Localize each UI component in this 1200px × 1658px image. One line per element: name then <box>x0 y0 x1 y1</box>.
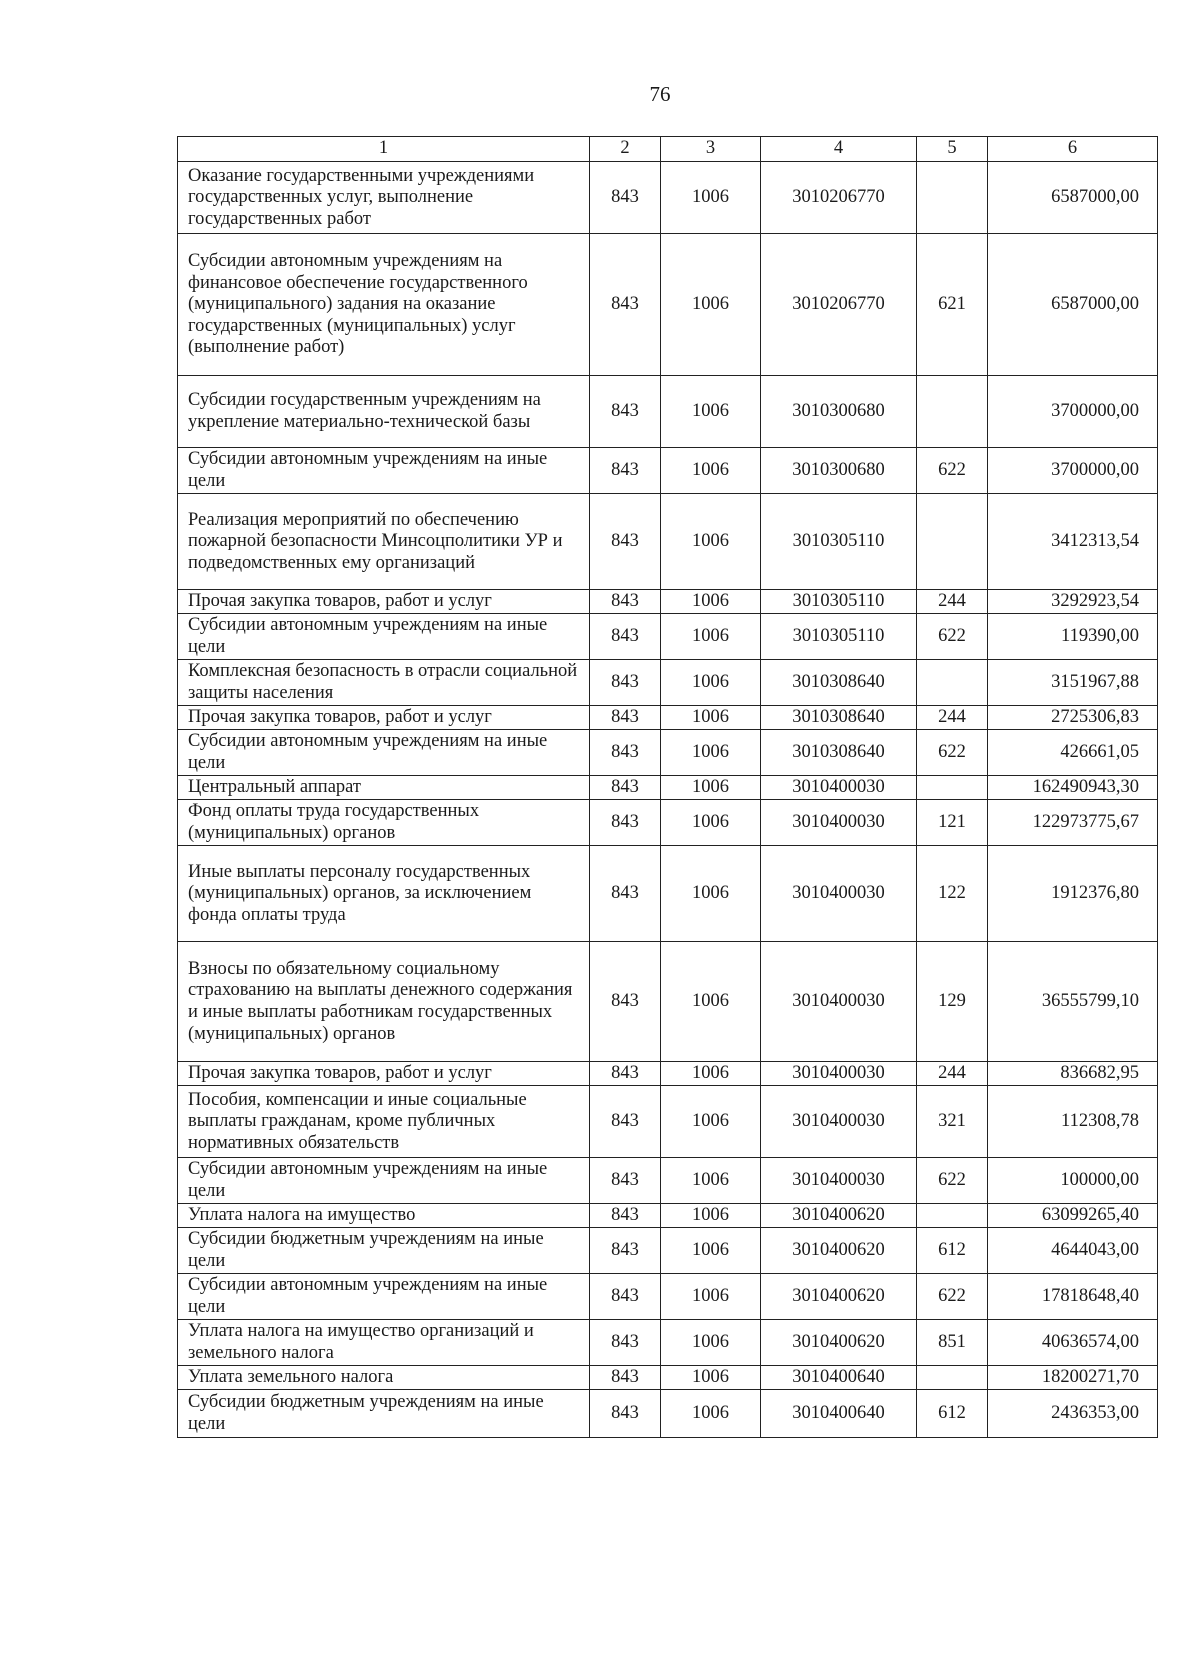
expense-name-cell: Субсидии автономным учреждениям на иные цели <box>178 1274 590 1320</box>
expense-type-cell: 621 <box>917 234 988 376</box>
page-number: 76 <box>649 82 671 106</box>
ministry-code-cell: 843 <box>590 1320 661 1366</box>
ministry-code-cell: 843 <box>590 942 661 1062</box>
amount-cell: 162490943,30 <box>988 776 1158 800</box>
section-code-cell: 1006 <box>661 448 761 494</box>
table-row <box>178 376 1158 448</box>
section-code-cell: 1006 <box>661 494 761 590</box>
table-row <box>178 1086 1158 1158</box>
target-article-cell: 3010206770 <box>761 234 917 376</box>
section-code-cell: 1006 <box>661 1062 761 1086</box>
table-row <box>178 1158 1158 1204</box>
section-code-cell: 1006 <box>661 234 761 376</box>
target-article-cell: 3010400030 <box>761 1062 917 1086</box>
expense-type-cell: 122 <box>917 846 988 942</box>
amount-cell: 18200271,70 <box>988 1366 1158 1390</box>
amount-cell: 426661,05 <box>988 730 1158 776</box>
section-code-cell: 1006 <box>661 1228 761 1274</box>
table-row <box>178 1320 1158 1366</box>
expense-name-cell: Прочая закупка товаров, работ и услуг <box>178 706 590 730</box>
ministry-code-cell: 843 <box>590 776 661 800</box>
expense-name-cell: Взносы по обязательному социальному страхованию на выплаты денежного содержания и иные выплаты работникам государственных (муниципальных) органов <box>178 942 590 1062</box>
expense-name-cell: Субсидии автономным учреждениям на иные цели <box>178 1158 590 1204</box>
target-article-cell: 3010400620 <box>761 1320 917 1366</box>
amount-cell: 36555799,10 <box>988 942 1158 1062</box>
expense-type-cell: 321 <box>917 1086 988 1158</box>
amount-cell: 2725306,83 <box>988 706 1158 730</box>
table-row <box>178 1228 1158 1274</box>
expense-name-cell: Субсидии бюджетным учреждениям на иные цели <box>178 1390 590 1438</box>
table-row <box>178 1390 1158 1438</box>
section-code-cell: 1006 <box>661 1320 761 1366</box>
table-row <box>178 494 1158 590</box>
expense-type-cell <box>917 776 988 800</box>
section-code-cell: 1006 <box>661 1158 761 1204</box>
target-article-cell: 3010206770 <box>761 162 917 234</box>
amount-cell: 100000,00 <box>988 1158 1158 1204</box>
ministry-code-cell: 843 <box>590 494 661 590</box>
expense-type-cell: 612 <box>917 1390 988 1438</box>
expense-name-cell: Субсидии автономным учреждениям на финансовое обеспечение государственного (муниципального) задания на оказание государственных (муниципальных) услуг (выполнение работ) <box>178 234 590 376</box>
section-code-cell: 1006 <box>661 614 761 660</box>
expense-type-cell: 622 <box>917 614 988 660</box>
ministry-code-cell: 843 <box>590 1390 661 1438</box>
table-row <box>178 1274 1158 1320</box>
expense-type-cell: 244 <box>917 590 988 614</box>
section-code-cell: 1006 <box>661 162 761 234</box>
target-article-cell: 3010300680 <box>761 376 917 448</box>
expense-type-cell <box>917 660 988 706</box>
expense-name-cell: Прочая закупка товаров, работ и услуг <box>178 1062 590 1086</box>
expense-name-cell: Комплексная безопасность в отрасли социальной защиты населения <box>178 660 590 706</box>
expense-name-cell: Оказание государственными учреждениями государственных услуг, выполнение государственных работ <box>178 162 590 234</box>
table-row <box>178 590 1158 614</box>
table-row <box>178 942 1158 1062</box>
section-code-cell: 1006 <box>661 942 761 1062</box>
ministry-code-cell: 843 <box>590 1274 661 1320</box>
expense-type-cell: 612 <box>917 1228 988 1274</box>
ministry-code-cell: 843 <box>590 800 661 846</box>
expense-type-cell: 622 <box>917 1158 988 1204</box>
budget-table <box>177 136 1158 1438</box>
section-code-cell: 1006 <box>661 660 761 706</box>
expense-type-cell: 622 <box>917 1274 988 1320</box>
amount-cell: 3412313,54 <box>988 494 1158 590</box>
ministry-code-cell: 843 <box>590 1158 661 1204</box>
target-article-cell: 3010400030 <box>761 942 917 1062</box>
table-row <box>178 162 1158 234</box>
ministry-code-cell: 843 <box>590 1062 661 1086</box>
table-row <box>178 776 1158 800</box>
expense-name-cell: Субсидии автономным учреждениям на иные цели <box>178 614 590 660</box>
amount-cell: 122973775,67 <box>988 800 1158 846</box>
amount-cell: 40636574,00 <box>988 1320 1158 1366</box>
table-row <box>178 706 1158 730</box>
expense-name-cell: Субсидии государственным учреждениям на укрепление материально-технической базы <box>178 376 590 448</box>
target-article-cell: 3010300680 <box>761 448 917 494</box>
expense-type-cell: 622 <box>917 730 988 776</box>
expense-type-cell <box>917 1204 988 1228</box>
target-article-cell: 3010400030 <box>761 800 917 846</box>
target-article-cell: 3010305110 <box>761 614 917 660</box>
target-article-cell: 3010305110 <box>761 494 917 590</box>
ministry-code-cell: 843 <box>590 590 661 614</box>
expense-type-cell <box>917 376 988 448</box>
section-code-cell: 1006 <box>661 1086 761 1158</box>
expense-name-cell: Иные выплаты персоналу государственных (муниципальных) органов, за исключением фонда оплаты труда <box>178 846 590 942</box>
section-code-cell: 1006 <box>661 800 761 846</box>
ministry-code-cell: 843 <box>590 660 661 706</box>
amount-cell: 119390,00 <box>988 614 1158 660</box>
amount-cell: 4644043,00 <box>988 1228 1158 1274</box>
amount-cell: 112308,78 <box>988 1086 1158 1158</box>
expense-type-cell: 851 <box>917 1320 988 1366</box>
expense-name-cell: Пособия, компенсации и иные социальные выплаты гражданам, кроме публичных нормативных обязательств <box>178 1086 590 1158</box>
target-article-cell: 3010400030 <box>761 1158 917 1204</box>
section-code-cell: 1006 <box>661 706 761 730</box>
section-code-cell: 1006 <box>661 590 761 614</box>
expense-name-cell: Фонд оплаты труда государственных (муниципальных) органов <box>178 800 590 846</box>
table-row <box>178 1366 1158 1390</box>
target-article-cell: 3010308640 <box>761 730 917 776</box>
ministry-code-cell: 843 <box>590 730 661 776</box>
header-col-4: 4 <box>761 137 917 162</box>
header-row <box>178 137 1158 162</box>
section-code-cell: 1006 <box>661 846 761 942</box>
target-article-cell: 3010400030 <box>761 1086 917 1158</box>
target-article-cell: 3010400030 <box>761 776 917 800</box>
target-article-cell: 3010305110 <box>761 590 917 614</box>
section-code-cell: 1006 <box>661 776 761 800</box>
expense-type-cell: 129 <box>917 942 988 1062</box>
header-col-2: 2 <box>590 137 661 162</box>
expense-name-cell: Субсидии бюджетным учреждениям на иные цели <box>178 1228 590 1274</box>
section-code-cell: 1006 <box>661 1390 761 1438</box>
header-col-5: 5 <box>917 137 988 162</box>
ministry-code-cell: 843 <box>590 1204 661 1228</box>
ministry-code-cell: 843 <box>590 376 661 448</box>
ministry-code-cell: 843 <box>590 448 661 494</box>
table-row <box>178 660 1158 706</box>
table-row <box>178 730 1158 776</box>
section-code-cell: 1006 <box>661 1204 761 1228</box>
ministry-code-cell: 843 <box>590 162 661 234</box>
header-col-1: 1 <box>178 137 590 162</box>
table-row <box>178 1062 1158 1086</box>
table-row <box>178 1204 1158 1228</box>
amount-cell: 17818648,40 <box>988 1274 1158 1320</box>
amount-cell: 3700000,00 <box>988 448 1158 494</box>
amount-cell: 63099265,40 <box>988 1204 1158 1228</box>
amount-cell: 6587000,00 <box>988 234 1158 376</box>
expense-type-cell: 244 <box>917 1062 988 1086</box>
target-article-cell: 3010400030 <box>761 846 917 942</box>
expense-type-cell <box>917 494 988 590</box>
amount-cell: 2436353,00 <box>988 1390 1158 1438</box>
header-col-6: 6 <box>988 137 1158 162</box>
expense-name-cell: Прочая закупка товаров, работ и услуг <box>178 590 590 614</box>
expense-name-cell: Реализация мероприятий по обеспечению пожарной безопасности Минсоцполитики УР и подведомственных ему организаций <box>178 494 590 590</box>
ministry-code-cell: 843 <box>590 614 661 660</box>
table-row <box>178 800 1158 846</box>
expense-type-cell: 244 <box>917 706 988 730</box>
table-row <box>178 234 1158 376</box>
target-article-cell: 3010308640 <box>761 660 917 706</box>
expense-type-cell: 121 <box>917 800 988 846</box>
expense-name-cell: Субсидии автономным учреждениям на иные цели <box>178 448 590 494</box>
expense-name-cell: Субсидии автономным учреждениям на иные цели <box>178 730 590 776</box>
header-col-3: 3 <box>661 137 761 162</box>
target-article-cell: 3010400620 <box>761 1228 917 1274</box>
table-row <box>178 448 1158 494</box>
expense-name-cell: Уплата налога на имущество <box>178 1204 590 1228</box>
target-article-cell: 3010400620 <box>761 1274 917 1320</box>
ministry-code-cell: 843 <box>590 706 661 730</box>
ministry-code-cell: 843 <box>590 1086 661 1158</box>
expense-name-cell: Уплата налога на имущество организаций и земельного налога <box>178 1320 590 1366</box>
expense-type-cell <box>917 162 988 234</box>
target-article-cell: 3010308640 <box>761 706 917 730</box>
expense-name-cell: Центральный аппарат <box>178 776 590 800</box>
amount-cell: 836682,95 <box>988 1062 1158 1086</box>
ministry-code-cell: 843 <box>590 234 661 376</box>
expense-type-cell <box>917 1366 988 1390</box>
ministry-code-cell: 843 <box>590 1228 661 1274</box>
target-article-cell: 3010400620 <box>761 1204 917 1228</box>
amount-cell: 3151967,88 <box>988 660 1158 706</box>
section-code-cell: 1006 <box>661 730 761 776</box>
section-code-cell: 1006 <box>661 1366 761 1390</box>
amount-cell: 3700000,00 <box>988 376 1158 448</box>
ministry-code-cell: 843 <box>590 1366 661 1390</box>
table-row <box>178 846 1158 942</box>
section-code-cell: 1006 <box>661 376 761 448</box>
amount-cell: 3292923,54 <box>988 590 1158 614</box>
table-row <box>178 614 1158 660</box>
target-article-cell: 3010400640 <box>761 1390 917 1438</box>
section-code-cell: 1006 <box>661 1274 761 1320</box>
expense-name-cell: Уплата земельного налога <box>178 1366 590 1390</box>
ministry-code-cell: 843 <box>590 846 661 942</box>
target-article-cell: 3010400640 <box>761 1366 917 1390</box>
amount-cell: 1912376,80 <box>988 846 1158 942</box>
table-body <box>178 162 1158 1438</box>
expense-type-cell: 622 <box>917 448 988 494</box>
amount-cell: 6587000,00 <box>988 162 1158 234</box>
